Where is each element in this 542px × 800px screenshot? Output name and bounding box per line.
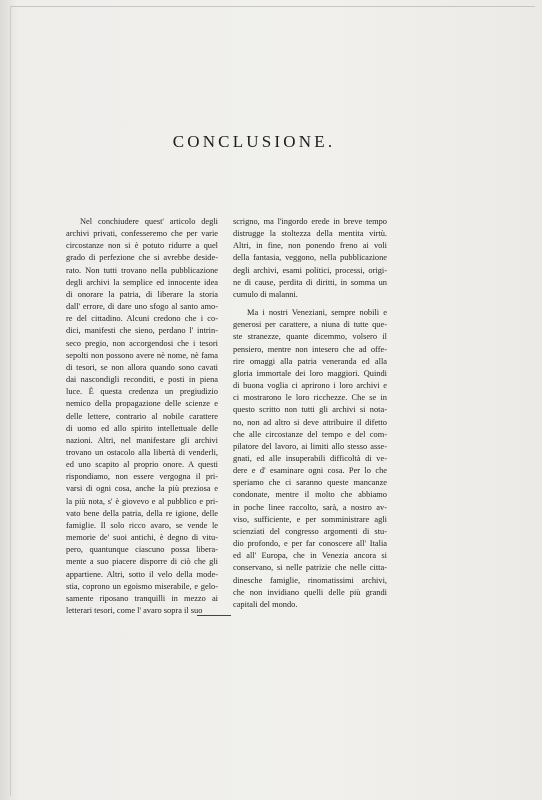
text-line: famiglie. Il solo ricco avaro, se vende le xyxy=(66,520,218,530)
chapter-title-wrap xyxy=(0,132,460,152)
text-line: cumulo di malanni. xyxy=(233,289,298,299)
text-line: letterari tesori, come l' avaro sopra il suo xyxy=(66,606,203,615)
text-line: degli archivi la semplice ed innocente idea xyxy=(66,277,218,287)
text-line: scienziati del congresso argomenti di stu- xyxy=(233,526,387,536)
text-line: rispondiamo, non essere vergogna il pri- xyxy=(66,472,218,482)
text-line: ste stranezze, quante dicemmo, volsero il xyxy=(233,332,387,342)
text-line: speriamo che ci saranno queste mancanze xyxy=(233,478,387,488)
text-line: degli archivi, esami politici, processi, origi- xyxy=(233,265,387,275)
text-line: luce. È questa credenza un pregiudizio xyxy=(66,387,218,397)
text-line: dall' errore, di dare uno sfogo al santo amo- xyxy=(66,302,218,312)
text-line: dai nascondigli reconditi, e posti in piena xyxy=(66,375,218,385)
text-line: della fantasia, veggono, nella pubblicazione xyxy=(233,253,387,263)
text-line: ed uno scapito al proprio onore. A questi xyxy=(66,460,218,470)
text-line: ed all' Europa, che in Venezia ancora si xyxy=(233,551,387,561)
text-line: samente riposano tranquilli in mezzo ai xyxy=(66,593,218,603)
text-line: Altri, in fine, non ponendo freno ai voli xyxy=(233,241,387,251)
text-line: nemico della propagazione delle scienze e xyxy=(66,399,218,409)
text-line: Nel conchiudere quest' articolo degli xyxy=(80,217,218,226)
text-line: la più nota, s' è giovevo e al pubblico e pri- xyxy=(66,496,218,506)
text-line: di uomo ed allo spirito intellettuale delle xyxy=(66,423,218,433)
text-line: in poche linee raccolto, sarà, a nostro av- xyxy=(233,502,387,512)
text-line: Ma i nostri Veneziani, sempre nobili e xyxy=(247,308,387,318)
text-line: conservano, si nelle patrizie che nelle citta- xyxy=(233,563,387,573)
text-line: distrugge la stoltezza della mentita virtù. xyxy=(233,229,387,239)
text-line: vato bene della patria, della re igione, delle xyxy=(66,508,218,518)
text-line: pilatore del lavoro, ai limiti allo stesso asse- xyxy=(233,441,387,451)
text-line: viso, sufficiente, e per somministrare agli xyxy=(233,514,387,524)
text-line: stia, coprono un egoismo miserabile, e gelo- xyxy=(66,581,218,591)
text-line: rire omaggi alla patria veneranda ed alla xyxy=(233,356,387,366)
text-line: appartiene. Altri, sotto il velo della mode- xyxy=(66,569,218,579)
text-line: dinesche famiglie, rinomatissimi archivi, xyxy=(233,575,387,585)
text-line: no, non ad altro si deve attribuire il difetto xyxy=(233,417,387,427)
text-line: trovano un ostacolo alla libertà di venderli, xyxy=(66,447,218,457)
text-line: memorie de' suoi antichi, è degno di vitu- xyxy=(66,533,218,543)
text-line: pensiero, mentre non intesero che ad offe- xyxy=(233,344,387,354)
text-line: dici, manifesti che sieno, perdano l' intrin- xyxy=(66,326,218,336)
text-line: generosi per carattere, a niuna di tutte que- xyxy=(233,320,387,330)
text-line: circostanze non si è potuto ridurre a quel xyxy=(66,241,218,251)
text-line: di buona voglia ci aprirono i loro archivi e xyxy=(233,381,387,391)
text-line: ne di cause, perdita di diritti, in somma un xyxy=(233,277,387,287)
closing-rule xyxy=(197,615,231,616)
text-line: grado di perfezione che si avrebbe deside- xyxy=(66,253,218,263)
text-line: mente a suo piacere disporre di ciò che gli xyxy=(66,557,218,567)
page-left-edge xyxy=(10,6,11,796)
text-line: sepolti non possono avere nè nome, nè fama xyxy=(66,350,218,360)
text-line: ci mostrarono le loro ricchezze. Che se in xyxy=(233,393,387,403)
text-line: di onorare la patria, di liberare la storia xyxy=(66,289,218,299)
text-line: capitali del mondo. xyxy=(233,599,298,609)
chapter-title: CONCLUSIONE. xyxy=(172,132,336,151)
text-line: varsi di ogni cosa, anche la più preziosa e xyxy=(66,484,218,494)
text-line: che alle circostanze del tempo e del com- xyxy=(233,429,387,439)
text-line: condonate, mentre il molto che abbiamo xyxy=(233,490,387,500)
text-line: re del cittadino. Alcuni credono che i co- xyxy=(66,314,218,324)
text-line: dere e d' esaminare ogni cosa. Per lo che xyxy=(233,466,387,476)
text-line: questo scritto non tutti gli archivi si nota- xyxy=(233,405,387,415)
text-line: rato. Non tutti trovano nella pubblicazione xyxy=(66,265,218,275)
text-line: gnati, ed alle insuperabili difficoltà di ve- xyxy=(233,453,387,463)
text-line: archivi privati, confesseremo che per varie xyxy=(66,229,218,239)
text-line: scrigno, ma l'ingordo erede in breve tempo xyxy=(233,217,387,226)
text-line: nazioni. Altri, nel manifestare gli archivi xyxy=(66,435,218,445)
page-top-edge xyxy=(10,6,535,7)
text-line: seco pregio, non accorgendosi che i tesori xyxy=(66,338,218,348)
text-line: gloria immortale dei loro maggiori. Quindi xyxy=(233,368,387,378)
text-line: dio profondo, e per far conoscere all' Italia xyxy=(233,539,387,549)
right-text-column xyxy=(233,216,387,611)
text-line: di tesori, se non allora quando sono cavati xyxy=(66,362,218,372)
text-line: pero, quantunque ciascuno possa libera- xyxy=(66,545,218,555)
text-line: che non invidiano quelli delle più grandi xyxy=(233,587,387,597)
text-line: delle lettere, contrario al nobile carattere xyxy=(66,411,218,421)
left-text-column xyxy=(66,216,218,617)
